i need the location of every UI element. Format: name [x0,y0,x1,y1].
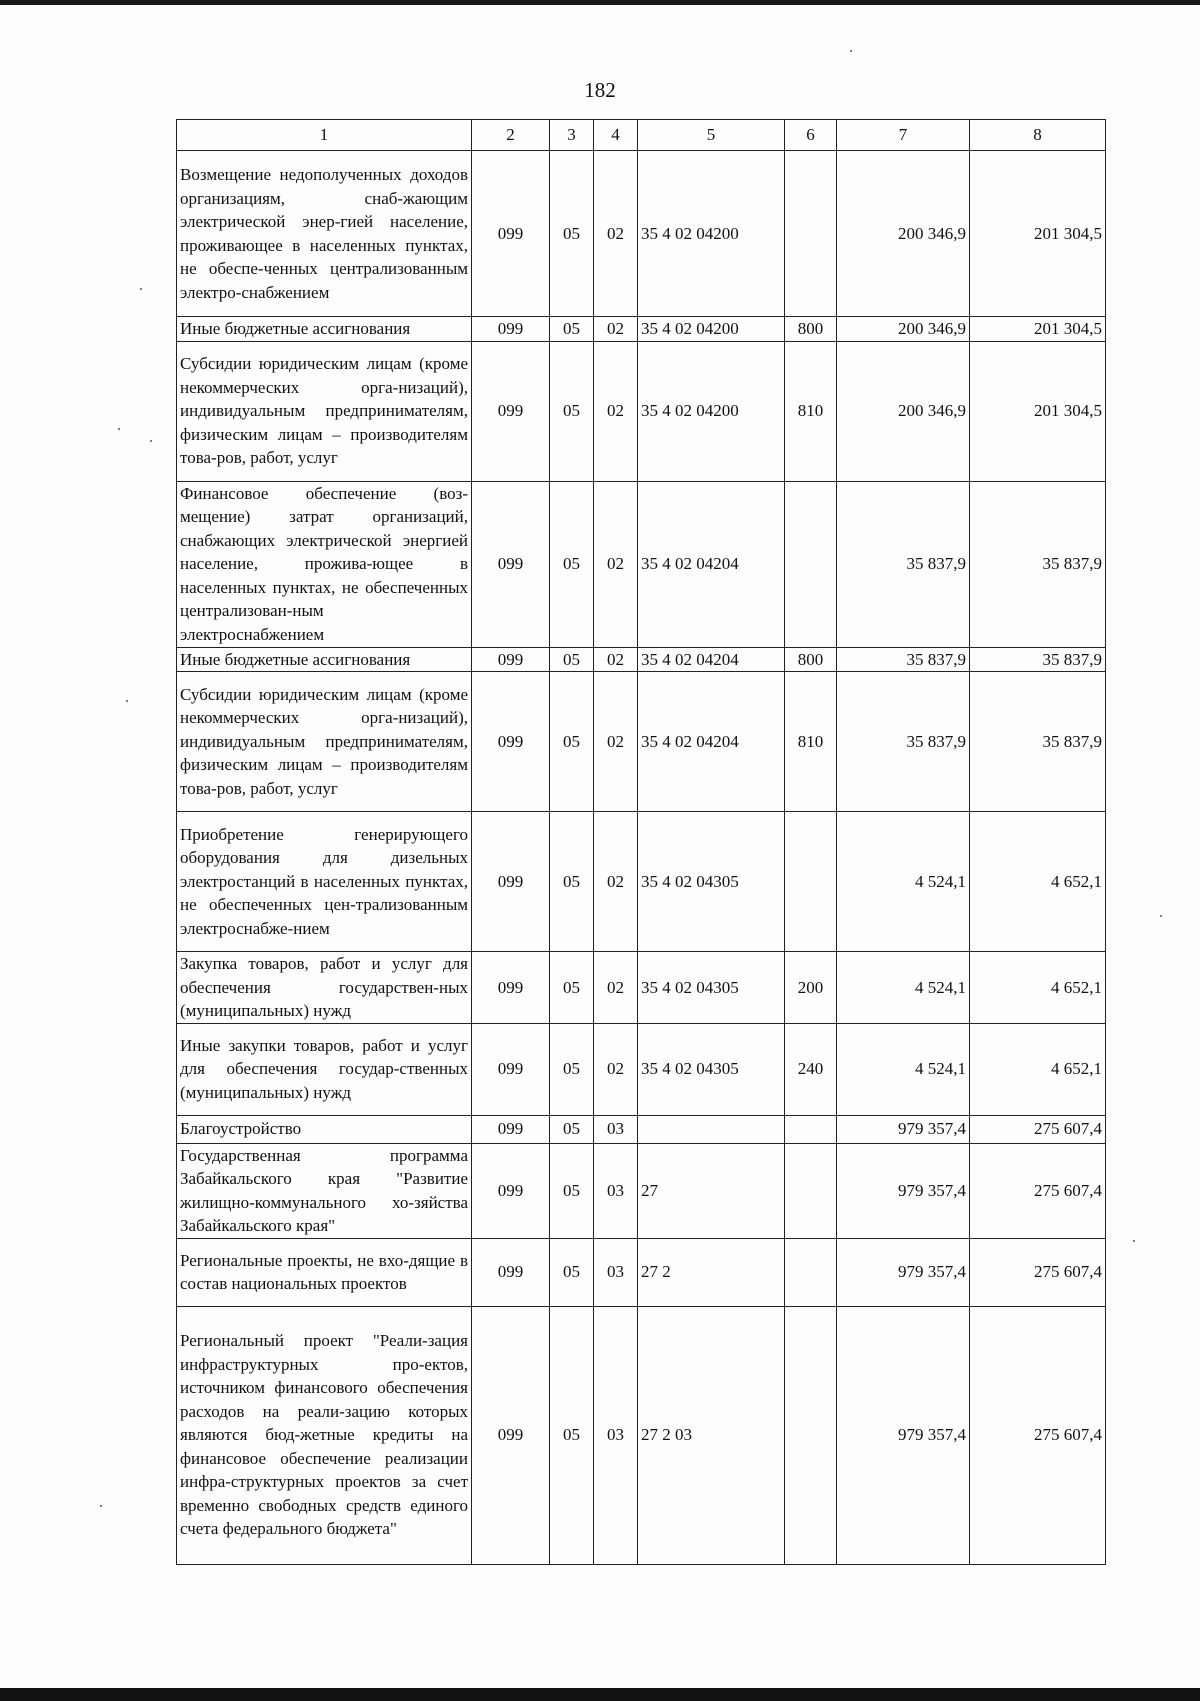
row-name: Закупка товаров, работ и услуг для обеспечения государствен-ных (муниципальных) нужд [177,952,472,1024]
cell-amount-year1: 200 346,9 [837,151,970,317]
scan-speck [100,1505,102,1507]
cell-amount-year1: 35 837,9 [837,647,970,672]
header-cell: 8 [970,120,1106,151]
cell-amount-year2: 35 837,9 [970,672,1106,812]
cell-amount-year2: 201 304,5 [970,317,1106,342]
cell-section: 05 [550,1115,594,1143]
header-cell: 2 [472,120,550,151]
row-name: Приобретение генерирующего оборудования для дизельных электростанций в населенных пунктах, не обеспеченных цен-трализованным электроснабже-нием [177,812,472,952]
cell-code-admin: 099 [472,481,550,647]
cell-target-article: 27 2 03 [638,1306,785,1564]
cell-code-admin: 099 [472,341,550,481]
table-row [177,341,1106,481]
table-row [177,1143,1106,1238]
cell-amount-year2: 4 652,1 [970,952,1106,1024]
row-name: Возмещение недополученных доходов организациям, снаб-жающим электрической энер-гией население, проживающее в населенных пунктах, не обеспе-ченных централизованным электро-снабжением [177,151,472,317]
cell-subsection: 02 [594,672,638,812]
table-row [177,481,1106,647]
cell-expense-type [785,481,837,647]
cell-amount-year1: 200 346,9 [837,317,970,342]
cell-section: 05 [550,1023,594,1115]
table-row [177,1023,1106,1115]
cell-amount-year1: 979 357,4 [837,1115,970,1143]
cell-expense-type [785,812,837,952]
cell-expense-type [785,1143,837,1238]
cell-code-admin: 099 [472,317,550,342]
cell-amount-year1: 35 837,9 [837,481,970,647]
cell-section: 05 [550,1143,594,1238]
row-name: Региональный проект "Реали-зация инфраструктурных про-ектов, источником финансового обеспечения расходов на реали-зацию которых являются бюд-жетные кредиты на финансовое обеспечение реализации инфра-структурных проектов за счет временно свободных средств единого счета федерального бюджета" [177,1306,472,1564]
cell-target-article: 27 2 [638,1238,785,1306]
cell-amount-year2: 275 607,4 [970,1238,1106,1306]
cell-code-admin: 099 [472,672,550,812]
scan-speck [140,288,142,290]
cell-code-admin: 099 [472,952,550,1024]
table-row [177,1306,1106,1564]
page-number: 182 [584,78,616,102]
cell-section: 05 [550,647,594,672]
cell-amount-year2: 35 837,9 [970,647,1106,672]
scan-speck [1133,1240,1135,1242]
table-header-row [177,120,1106,151]
cell-section: 05 [550,812,594,952]
cell-target-article: 35 4 02 04200 [638,317,785,342]
scan-speck [118,428,120,430]
cell-amount-year2: 201 304,5 [970,151,1106,317]
scan-top-edge [0,0,1200,5]
cell-amount-year1: 35 837,9 [837,672,970,812]
cell-section: 05 [550,1238,594,1306]
cell-expense-type: 240 [785,1023,837,1115]
cell-code-admin: 099 [472,1023,550,1115]
cell-amount-year2: 4 652,1 [970,1023,1106,1115]
table-row [177,151,1106,317]
cell-expense-type: 810 [785,341,837,481]
cell-expense-type: 200 [785,952,837,1024]
cell-amount-year2: 35 837,9 [970,481,1106,647]
cell-target-article: 35 4 02 04200 [638,341,785,481]
cell-subsection: 02 [594,341,638,481]
header-cell: 5 [638,120,785,151]
cell-amount-year1: 200 346,9 [837,341,970,481]
cell-amount-year2: 275 607,4 [970,1306,1106,1564]
cell-amount-year1: 4 524,1 [837,812,970,952]
cell-expense-type [785,1238,837,1306]
table-row [177,1238,1106,1306]
budget-table [176,119,1106,1565]
row-name: Субсидии юридическим лицам (кроме некоммерческих орга-низаций), индивидуальным предпринимателям, физическим лицам – производителям това-ров, работ, услуг [177,672,472,812]
cell-code-admin: 099 [472,1306,550,1564]
cell-expense-type [785,1115,837,1143]
cell-section: 05 [550,481,594,647]
table-row [177,952,1106,1024]
table-row [177,672,1106,812]
row-name: Финансовое обеспечение (воз-мещение) затрат организаций, снабжающих электрической энергией население, прожива-ющее в населенных пунктах, не обеспеченных централизован-ным электроснабжением [177,481,472,647]
cell-code-admin: 099 [472,1143,550,1238]
cell-expense-type: 810 [785,672,837,812]
cell-section: 05 [550,341,594,481]
header-cell: 1 [177,120,472,151]
cell-amount-year2: 4 652,1 [970,812,1106,952]
cell-section: 05 [550,1306,594,1564]
scan-speck [126,700,128,702]
cell-amount-year2: 275 607,4 [970,1143,1106,1238]
cell-code-admin: 099 [472,647,550,672]
cell-subsection: 03 [594,1115,638,1143]
cell-subsection: 02 [594,812,638,952]
cell-section: 05 [550,317,594,342]
cell-target-article: 27 [638,1143,785,1238]
scan-speck [150,440,152,442]
cell-target-article: 35 4 02 04305 [638,812,785,952]
cell-amount-year1: 4 524,1 [837,1023,970,1115]
scan-speck [850,50,852,52]
cell-subsection: 02 [594,952,638,1024]
cell-target-article: 35 4 02 04204 [638,672,785,812]
cell-target-article: 35 4 02 04204 [638,647,785,672]
cell-expense-type: 800 [785,647,837,672]
cell-subsection: 02 [594,647,638,672]
cell-expense-type [785,1306,837,1564]
row-name: Иные закупки товаров, работ и услуг для обеспечения государ-ственных (муниципальных) нужд [177,1023,472,1115]
cell-expense-type [785,151,837,317]
cell-target-article: 35 4 02 04200 [638,151,785,317]
cell-amount-year1: 4 524,1 [837,952,970,1024]
cell-section: 05 [550,151,594,317]
cell-code-admin: 099 [472,151,550,317]
cell-subsection: 02 [594,151,638,317]
cell-amount-year1: 979 357,4 [837,1306,970,1564]
cell-subsection: 02 [594,1023,638,1115]
table-row [177,317,1106,342]
row-name: Субсидии юридическим лицам (кроме некоммерческих орга-низаций), индивидуальным предпринимателям, физическим лицам – производителям това-ров, работ, услуг [177,341,472,481]
table-row [177,647,1106,672]
cell-subsection: 03 [594,1143,638,1238]
header-cell: 6 [785,120,837,151]
row-name: Благоустройство [177,1115,472,1143]
cell-amount-year1: 979 357,4 [837,1238,970,1306]
cell-amount-year2: 201 304,5 [970,341,1106,481]
header-cell: 3 [550,120,594,151]
scan-bottom-edge [0,1688,1200,1701]
row-name: Иные бюджетные ассигнования [177,317,472,342]
cell-code-admin: 099 [472,1115,550,1143]
row-name: Региональные проекты, не вхо-дящие в состав национальных проектов [177,1238,472,1306]
cell-section: 05 [550,672,594,812]
row-name: Государственная программа Забайкальского края "Развитие жилищно-коммунального хо-зяйства Забайкальского края" [177,1143,472,1238]
header-cell: 7 [837,120,970,151]
cell-target-article [638,1115,785,1143]
cell-subsection: 02 [594,481,638,647]
table-row [177,1115,1106,1143]
cell-code-admin: 099 [472,1238,550,1306]
header-cell: 4 [594,120,638,151]
row-name: Иные бюджетные ассигнования [177,647,472,672]
cell-subsection: 02 [594,317,638,342]
cell-target-article: 35 4 02 04204 [638,481,785,647]
cell-code-admin: 099 [472,812,550,952]
scan-speck [1160,915,1162,917]
cell-target-article: 35 4 02 04305 [638,952,785,1024]
cell-target-article: 35 4 02 04305 [638,1023,785,1115]
cell-section: 05 [550,952,594,1024]
cell-amount-year2: 275 607,4 [970,1115,1106,1143]
cell-subsection: 03 [594,1238,638,1306]
cell-amount-year1: 979 357,4 [837,1143,970,1238]
table-row [177,812,1106,952]
cell-subsection: 03 [594,1306,638,1564]
cell-expense-type: 800 [785,317,837,342]
